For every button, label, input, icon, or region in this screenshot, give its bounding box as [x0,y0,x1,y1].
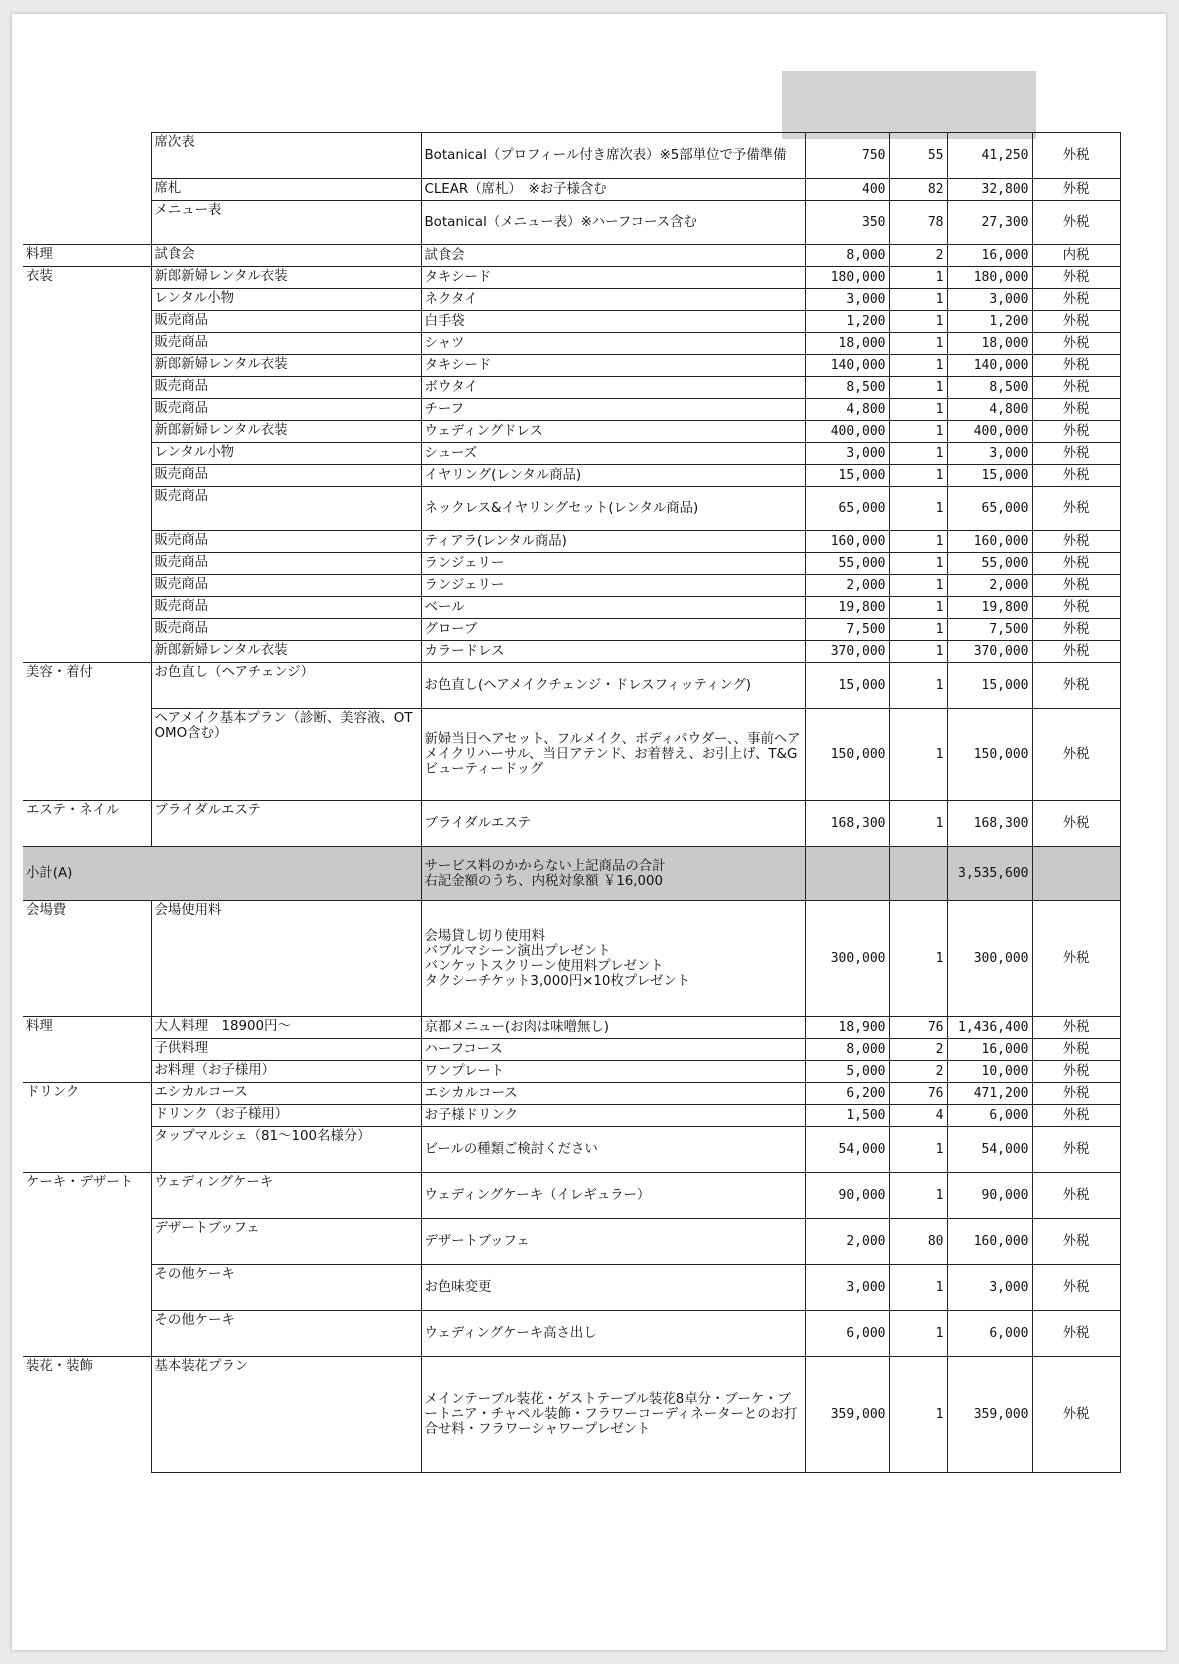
item-name: 試食会 [151,245,421,267]
item-name: ドリンク（お子様用） [151,1105,421,1127]
unit-price: 150,000 [805,709,889,801]
subtotal-price-cell [805,847,889,901]
item-description: Botanical（メニュー表）※ハーフコース含む [421,201,805,245]
quantity: 1 [889,553,947,575]
item-description: お色味変更 [421,1265,805,1311]
table-row [23,487,1120,531]
quantity: 1 [889,465,947,487]
item-description: 新婦当日ヘアセット、フルメイク、ボディパウダー、、事前ヘアメイクリハーサル、当日アテンド、お着替え、お引上げ、T&Gビューティードッグ [421,709,805,801]
item-description: ランジェリー [421,553,805,575]
quantity: 2 [889,1039,947,1061]
category-cell [23,641,151,663]
unit-price: 1,200 [805,311,889,333]
table-row [23,311,1120,333]
item-name: 販売商品 [151,465,421,487]
tax-type: 外税 [1032,1357,1120,1473]
unit-price: 8,500 [805,377,889,399]
table-row [23,333,1120,355]
item-description: タキシード [421,355,805,377]
item-description: メインテーブル装花・ゲストテーブル装花8卓分・ブーケ・ブートニア・チャペル装飾・フラワーコーディネーターとのお打合せ料・フラワーシャワープレゼント [421,1357,805,1473]
quantity: 1 [889,901,947,1017]
quantity: 1 [889,1173,947,1219]
quantity: 1 [889,487,947,531]
quantity: 1 [889,531,947,553]
unit-price: 300,000 [805,901,889,1017]
item-name: 会場使用料 [151,901,421,1017]
unit-price: 750 [805,133,889,179]
amount: 300,000 [947,901,1032,1017]
table-row [23,1173,1120,1219]
unit-price: 168,300 [805,801,889,847]
tax-type: 外税 [1032,709,1120,801]
amount: 15,000 [947,465,1032,487]
category-cell: エステ・ネイル [23,801,151,847]
amount: 3,000 [947,443,1032,465]
tax-type: 外税 [1032,1311,1120,1357]
table-row [23,179,1120,201]
item-name: 販売商品 [151,619,421,641]
category-cell [23,531,151,553]
item-name: その他ケーキ [151,1311,421,1357]
item-description: ブライダルエステ [421,801,805,847]
unit-price: 54,000 [805,1127,889,1173]
amount: 370,000 [947,641,1032,663]
item-description: カラードレス [421,641,805,663]
category-cell: 美容・着付 [23,663,151,709]
tax-type: 外税 [1032,801,1120,847]
category-cell [23,179,151,201]
table-row [23,1357,1120,1473]
amount: 54,000 [947,1127,1032,1173]
table-row [23,355,1120,377]
item-name: お色直し（ヘアチェンジ） [151,663,421,709]
quantity: 80 [889,1219,947,1265]
tax-type: 外税 [1032,575,1120,597]
table-row [23,619,1120,641]
category-cell [23,333,151,355]
item-name: 販売商品 [151,377,421,399]
amount: 168,300 [947,801,1032,847]
item-description: 白手袋 [421,311,805,333]
table-row [23,201,1120,245]
amount: 3,000 [947,1265,1032,1311]
table-row [23,267,1120,289]
table-row [23,641,1120,663]
quantity: 4 [889,1105,947,1127]
category-cell [23,1061,151,1083]
amount: 19,800 [947,597,1032,619]
category-cell [23,201,151,245]
quantity: 1 [889,801,947,847]
redacted-block [782,71,1036,139]
category-cell [23,709,151,801]
amount: 160,000 [947,1219,1032,1265]
item-name: 販売商品 [151,487,421,531]
quantity: 1 [889,355,947,377]
amount: 180,000 [947,267,1032,289]
unit-price: 2,000 [805,1219,889,1265]
category-cell: 料理 [23,1017,151,1039]
unit-price: 180,000 [805,267,889,289]
amount: 32,800 [947,179,1032,201]
item-description: タキシード [421,267,805,289]
category-cell [23,619,151,641]
table-row [23,465,1120,487]
quantity: 1 [889,709,947,801]
amount: 27,300 [947,201,1032,245]
item-name: 大人料理 18900円～ [151,1017,421,1039]
table-row [23,575,1120,597]
category-cell [23,1039,151,1061]
item-name: ウェディングケーキ [151,1173,421,1219]
category-cell [23,597,151,619]
tax-type: 外税 [1032,179,1120,201]
unit-price: 90,000 [805,1173,889,1219]
item-name: 新郎新婦レンタル衣装 [151,355,421,377]
unit-price: 140,000 [805,355,889,377]
table-row [23,1311,1120,1357]
quantity: 1 [889,333,947,355]
tax-type: 外税 [1032,619,1120,641]
tax-type: 外税 [1032,311,1120,333]
category-cell [23,355,151,377]
item-description: グローブ [421,619,805,641]
subtotal-label: 小計(A) [23,847,421,901]
item-name: ヘアメイク基本プラン（診断、美容液、OTOMO含む） [151,709,421,801]
item-description: 京都メニュー(お肉は味噌無し) [421,1017,805,1039]
tax-type: 外税 [1032,421,1120,443]
item-description: ボウタイ [421,377,805,399]
category-cell [23,421,151,443]
item-name: 販売商品 [151,531,421,553]
amount: 16,000 [947,245,1032,267]
tax-type: 外税 [1032,133,1120,179]
table-row [23,1061,1120,1083]
item-description: エシカルコース [421,1083,805,1105]
item-name: お料理（お子様用） [151,1061,421,1083]
amount: 140,000 [947,355,1032,377]
unit-price: 6,000 [805,1311,889,1357]
table-row [23,377,1120,399]
item-description: Botanical（プロフィール付き席次表）※5部単位で予備準備 [421,133,805,179]
amount: 18,000 [947,333,1032,355]
quantity: 2 [889,245,947,267]
category-cell: ドリンク [23,1083,151,1105]
item-name: 販売商品 [151,333,421,355]
quantity: 76 [889,1017,947,1039]
category-cell [23,553,151,575]
tax-type: 外税 [1032,201,1120,245]
unit-price: 370,000 [805,641,889,663]
unit-price: 4,800 [805,399,889,421]
unit-price: 15,000 [805,663,889,709]
item-name: レンタル小物 [151,443,421,465]
amount: 6,000 [947,1311,1032,1357]
quantity: 1 [889,377,947,399]
table-row [23,133,1120,179]
amount: 1,200 [947,311,1032,333]
table-row [23,1219,1120,1265]
amount: 15,000 [947,663,1032,709]
tax-type: 外税 [1032,1219,1120,1265]
item-description: シューズ [421,443,805,465]
unit-price: 15,000 [805,465,889,487]
quantity: 1 [889,641,947,663]
amount: 16,000 [947,1039,1032,1061]
item-name: メニュー表 [151,201,421,245]
table-row [23,1017,1120,1039]
category-cell [23,1219,151,1265]
category-cell: 衣装 [23,267,151,289]
tax-type: 外税 [1032,333,1120,355]
unit-price: 5,000 [805,1061,889,1083]
item-description: ワンプレート [421,1061,805,1083]
category-cell: 装花・装飾 [23,1357,151,1473]
unit-price: 8,000 [805,245,889,267]
unit-price: 3,000 [805,443,889,465]
amount: 8,500 [947,377,1032,399]
quantity: 1 [889,289,947,311]
table-row [23,663,1120,709]
quantity: 1 [889,1127,947,1173]
unit-price: 350 [805,201,889,245]
unit-price: 65,000 [805,487,889,531]
unit-price: 18,900 [805,1017,889,1039]
table-row [23,443,1120,465]
table-row [23,901,1120,1017]
category-cell [23,465,151,487]
item-name: レンタル小物 [151,289,421,311]
amount: 10,000 [947,1061,1032,1083]
quantity: 1 [889,619,947,641]
table-row [23,801,1120,847]
category-cell [23,311,151,333]
item-name: デザートブッフェ [151,1219,421,1265]
amount: 471,200 [947,1083,1032,1105]
quantity: 1 [889,311,947,333]
amount: 6,000 [947,1105,1032,1127]
tax-type: 外税 [1032,355,1120,377]
table-row [23,399,1120,421]
unit-price: 8,000 [805,1039,889,1061]
item-name: ブライダルエステ [151,801,421,847]
item-name: 販売商品 [151,575,421,597]
item-name: 販売商品 [151,553,421,575]
table-row [23,289,1120,311]
category-cell [23,289,151,311]
unit-price: 3,000 [805,1265,889,1311]
amount: 55,000 [947,553,1032,575]
table-row [23,709,1120,801]
item-description: チーフ [421,399,805,421]
quantity: 1 [889,1265,947,1311]
item-description: CLEAR（席札） ※お子様含む [421,179,805,201]
tax-type: 外税 [1032,1039,1120,1061]
unit-price: 18,000 [805,333,889,355]
item-description: ウェディングドレス [421,421,805,443]
subtotal-amount: 3,535,600 [947,847,1032,901]
unit-price: 2,000 [805,575,889,597]
table-row [23,1127,1120,1173]
item-name: 席次表 [151,133,421,179]
table-row [23,531,1120,553]
subtotal-tax-cell [1032,847,1120,901]
quantity: 1 [889,575,947,597]
item-name: その他ケーキ [151,1265,421,1311]
category-cell [23,133,151,179]
tax-type: 外税 [1032,267,1120,289]
table-row [23,553,1120,575]
tax-type: 外税 [1032,487,1120,531]
amount: 90,000 [947,1173,1032,1219]
item-description: ティアラ(レンタル商品) [421,531,805,553]
tax-type: 外税 [1032,1083,1120,1105]
quantity: 1 [889,267,947,289]
item-description: イヤリング(レンタル商品) [421,465,805,487]
amount: 41,250 [947,133,1032,179]
item-description: ウェディングケーキ高さ出し [421,1311,805,1357]
tax-type: 外税 [1032,289,1120,311]
quantity: 1 [889,443,947,465]
amount: 7,500 [947,619,1032,641]
category-cell: 料理 [23,245,151,267]
quantity: 1 [889,421,947,443]
item-description: ウェディングケーキ（イレギュラー） [421,1173,805,1219]
tax-type: 外税 [1032,399,1120,421]
quantity: 78 [889,201,947,245]
tax-type: 外税 [1032,1017,1120,1039]
subtotal-description: サービス料のかからない上記商品の合計 右記金額のうち、内税対象額 ￥16,000 [421,847,805,901]
item-description: ネックレス&イヤリングセット(レンタル商品) [421,487,805,531]
table-row [23,1105,1120,1127]
item-name: 新郎新婦レンタル衣装 [151,267,421,289]
tax-type: 外税 [1032,443,1120,465]
item-description: デザートブッフェ [421,1219,805,1265]
category-cell: 会場費 [23,901,151,1017]
item-description: ランジェリー [421,575,805,597]
subtotal-row [23,847,1120,901]
tax-type: 外税 [1032,553,1120,575]
category-cell [23,487,151,531]
subtotal-qty-cell [889,847,947,901]
table-row [23,597,1120,619]
item-description: 試食会 [421,245,805,267]
tax-type: 外税 [1032,641,1120,663]
item-description: お色直し(ヘアメイクチェンジ・ドレスフィッティング) [421,663,805,709]
unit-price: 359,000 [805,1357,889,1473]
tax-type: 外税 [1032,1265,1120,1311]
item-name: 席札 [151,179,421,201]
tax-type: 外税 [1032,597,1120,619]
tax-type: 外税 [1032,531,1120,553]
item-description: お子様ドリンク [421,1105,805,1127]
tax-type: 外税 [1032,1173,1120,1219]
amount: 359,000 [947,1357,1032,1473]
amount: 4,800 [947,399,1032,421]
category-cell [23,1265,151,1311]
table-row [23,245,1120,267]
item-description: ビールの種類ご検討ください [421,1127,805,1173]
quantity: 1 [889,663,947,709]
category-cell [23,377,151,399]
item-description: 会場貸し切り使用料 バブルマシーン演出プレゼント バンケットスクリーン使用料プレゼント タクシーチケット3,000円×10枚プレゼント [421,901,805,1017]
category-cell [23,1311,151,1357]
category-cell [23,399,151,421]
quantity: 1 [889,1357,947,1473]
amount: 1,436,400 [947,1017,1032,1039]
unit-price: 160,000 [805,531,889,553]
item-name: 子供料理 [151,1039,421,1061]
quantity: 55 [889,133,947,179]
category-cell: ケーキ・デザート [23,1173,151,1219]
tax-type: 外税 [1032,1127,1120,1173]
tax-type: 外税 [1032,901,1120,1017]
unit-price: 7,500 [805,619,889,641]
item-name: 新郎新婦レンタル衣装 [151,421,421,443]
item-name: タップマルシェ（81～100名様分） [151,1127,421,1173]
category-cell [23,575,151,597]
unit-price: 55,000 [805,553,889,575]
item-description: ハーフコース [421,1039,805,1061]
estimate-table [23,132,1121,1473]
table-row [23,1083,1120,1105]
item-name: 販売商品 [151,399,421,421]
item-name: 基本装花プラン [151,1357,421,1473]
amount: 65,000 [947,487,1032,531]
item-name: 販売商品 [151,311,421,333]
tax-type: 外税 [1032,1061,1120,1083]
quantity: 1 [889,1311,947,1357]
unit-price: 400,000 [805,421,889,443]
item-description: ベール [421,597,805,619]
tax-type: 外税 [1032,465,1120,487]
quantity: 1 [889,597,947,619]
table-row [23,1039,1120,1061]
tax-type: 外税 [1032,1105,1120,1127]
item-name: 新郎新婦レンタル衣装 [151,641,421,663]
quantity: 76 [889,1083,947,1105]
category-cell [23,1127,151,1173]
item-name: エシカルコース [151,1083,421,1105]
quantity: 1 [889,399,947,421]
unit-price: 19,800 [805,597,889,619]
unit-price: 400 [805,179,889,201]
item-description: シャツ [421,333,805,355]
amount: 160,000 [947,531,1032,553]
category-cell [23,1105,151,1127]
tax-type: 外税 [1032,377,1120,399]
table-row [23,1265,1120,1311]
unit-price: 1,500 [805,1105,889,1127]
amount: 150,000 [947,709,1032,801]
amount: 3,000 [947,289,1032,311]
amount: 2,000 [947,575,1032,597]
item-name: 販売商品 [151,597,421,619]
quantity: 2 [889,1061,947,1083]
tax-type: 外税 [1032,663,1120,709]
unit-price: 3,000 [805,289,889,311]
table-row [23,421,1120,443]
tax-type: 内税 [1032,245,1120,267]
category-cell [23,443,151,465]
amount: 400,000 [947,421,1032,443]
quantity: 82 [889,179,947,201]
item-description: ネクタイ [421,289,805,311]
unit-price: 6,200 [805,1083,889,1105]
